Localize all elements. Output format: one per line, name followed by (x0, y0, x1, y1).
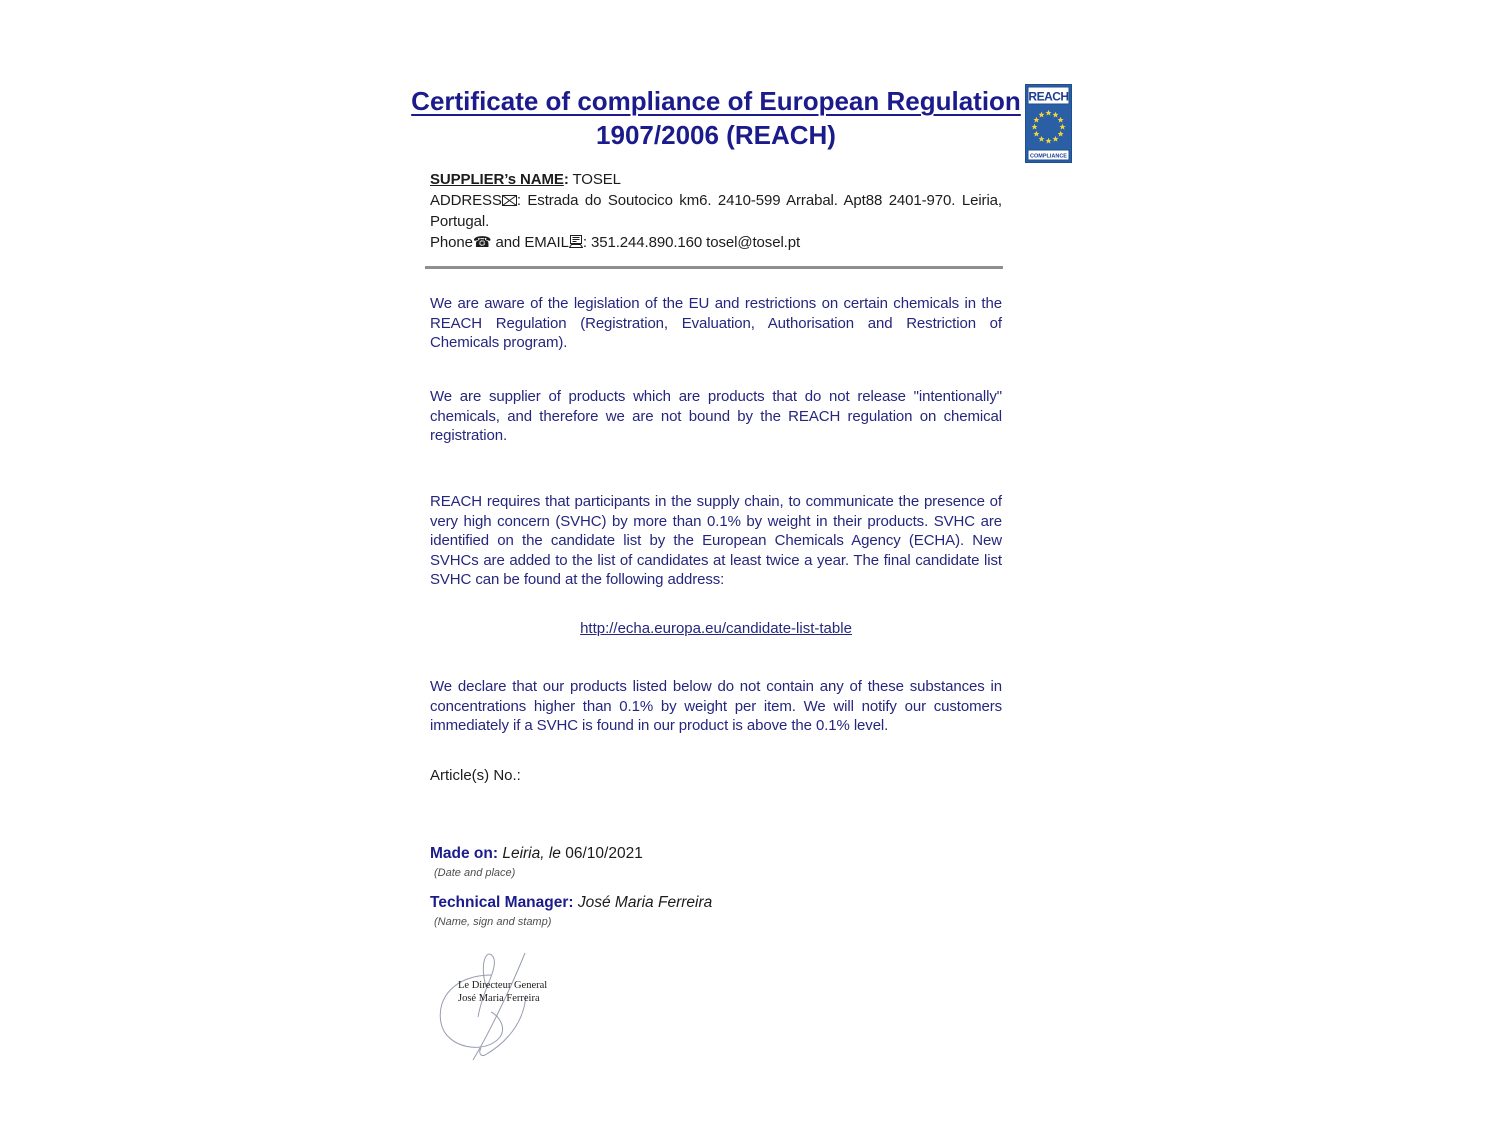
articles-number-label: Article(s) No.: (430, 767, 521, 784)
reach-compliance-logo (1025, 84, 1072, 163)
supplier-address-line (430, 191, 1002, 233)
made-on-line (430, 845, 1002, 863)
email-label: and EMAIL (491, 233, 569, 251)
reach-logo-graphic (1025, 84, 1072, 163)
address-value: Estrada do Soutocico km6. 2410-599 Arrabal. Apt88 2401-970. Leiria, Portugal. (430, 191, 1002, 230)
supplier-name-label: SUPPLIER’s NAME (430, 171, 564, 188)
signature-scribble-icon (440, 953, 526, 1060)
paragraph-declaration: We declare that our products listed below do not contain any of these substances in concentrations higher than 0.1% by weight per item. We will notify our customers immediately if a SVHC is found in our product is above the 0.1% level. (430, 678, 1002, 734)
phone-label: Phone (430, 233, 473, 251)
supplier-name-value: TOSEL (568, 171, 621, 188)
made-on-place: Leiria, le (498, 845, 561, 862)
made-on-date: 06/10/2021 (560, 845, 643, 862)
logo-name-text: REACH (1028, 89, 1069, 104)
paragraph-reach-requirements: REACH requires that participants in the supply chain, to communicate the presence of very high concern (SVHC) by more than 0.1% by weight in their products. SVHC are identified on the candidate list by the European Chemicals Agency (ECHA). New SVHCs are added to the list of candidates at least twice a year. The final candidate list SVHC can be found at the following address: (430, 493, 1002, 588)
address-label: ADDRESS (430, 191, 502, 209)
technical-manager-label: Technical Manager: (430, 894, 574, 911)
name-sign-stamp-note: (Name, sign and stamp) (434, 916, 552, 928)
date-place-note: (Date and place) (434, 867, 516, 879)
paragraph-supplier-statement: We are supplier of products which are products that do not release "intentionally" chemicals, and therefore we are not bound by the REACH regulation on chemical registration. (430, 388, 1002, 444)
signature-graphic (428, 945, 578, 1065)
technical-manager-name: José Maria Ferreira (573, 894, 713, 911)
page-title (380, 84, 1052, 152)
paragraph-awareness: We are aware of the legislation of the EU and restrictions on certain chemicals in the REACH Regulation (Registration, Evaluation, Authorisation and Restriction of Chemicals program). (430, 295, 1002, 351)
signature-name-text: José Maria Ferreira (458, 993, 540, 1004)
envelope-icon (502, 192, 517, 213)
candidate-list-link-row (430, 620, 1002, 638)
signature-stamp (428, 945, 578, 1070)
supplier-contact-line (430, 233, 1002, 255)
made-on-label: Made on: (430, 845, 499, 862)
signature-title-text: Le Directeur General (458, 980, 548, 991)
phone-icon: ☎ (472, 233, 492, 251)
title-line1: Certificate of compliance of European Regulation (411, 86, 1021, 116)
technical-manager-line (430, 894, 1002, 912)
candidate-list-link[interactable]: http://echa.europa.eu/candidate-list-table (580, 620, 852, 637)
logo-caption-text: COMPLIANCE (1030, 153, 1067, 160)
supplier-info (430, 170, 1002, 254)
supplier-name-colon: : (563, 171, 569, 188)
title-line2: 1907/2006 (REACH) (596, 120, 836, 150)
computer-icon (569, 234, 583, 255)
address-separator: : (516, 191, 528, 209)
section-divider (425, 266, 1003, 269)
supplier-name-line (430, 170, 1002, 191)
contact-separator: : (582, 233, 591, 251)
contact-value: 351.244.890.160 tosel@tosel.pt (591, 233, 801, 251)
